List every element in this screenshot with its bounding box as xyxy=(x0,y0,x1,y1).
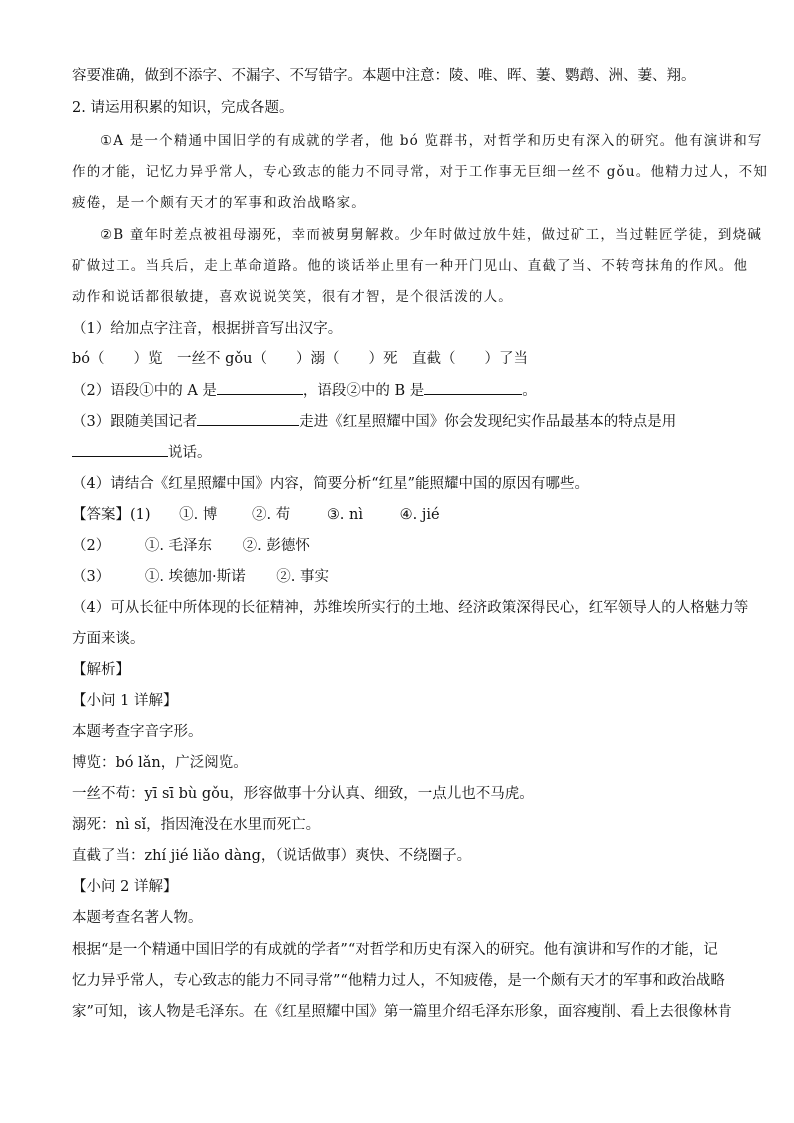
answer-blank-journalist[interactable] xyxy=(197,411,299,426)
answer-row-2 xyxy=(72,536,310,556)
answer-3-1: ①. 埃德加·斯诺 xyxy=(144,569,246,585)
answer-1-3: ③. nì xyxy=(326,507,364,523)
analysis-sub-1-heading: 【小问 1 详解】 xyxy=(72,693,178,709)
intro-line: 容要准确，做到不添字、不漏字、不写错字。本题中注意：陵、唯、晖、萋、鹦鹉、洲、萋、翔。 xyxy=(72,68,696,84)
answer-label: 【答案】(1) xyxy=(72,507,151,523)
sub-question-2 xyxy=(72,380,537,401)
question-heading: 2. 请运用积累的知识，完成各题。 xyxy=(72,100,294,116)
analysis-sub-2-line-2: 忆力异乎常人，专心致志的能力不同寻常”“他精力过人，不知疲倦，是一个颇有天才的军事和政治战略 xyxy=(72,973,725,989)
analysis-sub-2-heading: 【小问 2 详解】 xyxy=(72,879,178,895)
analysis-sub-1-line-3: 溺死：nì sǐ，指因淹没在水里而死亡。 xyxy=(72,817,321,833)
answer-3-label: （3） xyxy=(72,569,111,585)
analysis-sub-1-line-4: 直截了当：zhí jié liǎo dàng，（说话做事）爽快、不绕圈子。 xyxy=(72,848,472,864)
sub-question-3-part-b: 走进《红星照耀中国》你会发现纪实作品最基本的特点是用 xyxy=(299,414,677,430)
sub-question-4: （4）请结合《红星照耀中国》内容，简要分析“红星”能照耀中国的原因有哪些。 xyxy=(72,476,590,492)
sub-question-3 xyxy=(72,411,676,432)
answer-4-line-2: 方面来谈。 xyxy=(72,631,145,647)
analysis-sub-2-line-1: 根据“是一个精通中国旧学的有成就的学者”“对哲学和历史有深入的研究。他有演讲和写作的才能，记 xyxy=(72,942,718,958)
analysis-sub-1-line-2: 一丝不苟：yī sī bù gǒu，形容做事十分认真、细致，一点儿也不马虎。 xyxy=(72,786,534,802)
passage-2-line-1: ②B 童年时差点被祖母溺死，幸而被舅舅解救。少年时做过放牛娃，做过矿工，当过鞋匠学徒，到烧碱 xyxy=(100,227,763,243)
sub-question-2-part-b: ，语段②中的 B 是 xyxy=(302,383,425,399)
sub-question-1: （1）给加点字注音，根据拼音写出汉字。 xyxy=(72,321,343,337)
passage-1-line-1: ①A 是一个精通中国旧学的有成就的学者，他 bó 览群书，对哲学和历史有深入的研究。他有演讲和写 xyxy=(100,133,763,149)
sub-question-3-cont xyxy=(72,442,212,463)
analysis-heading: 【解析】 xyxy=(72,662,130,678)
answer-1-4: ④. jié xyxy=(399,507,440,523)
answer-1-2: ②. 苟 xyxy=(251,507,291,523)
sub-question-2-part-c: 。 xyxy=(522,383,537,399)
analysis-sub-2-intro: 本题考查名著人物。 xyxy=(72,910,203,926)
answer-2-1: ①. 毛泽东 xyxy=(144,538,213,554)
answer-2-label: （2） xyxy=(72,538,111,554)
sub-question-3-part-c: 说话。 xyxy=(168,445,212,461)
analysis-sub-1-line-1: 博览：bó lǎn，广泛阅览。 xyxy=(72,755,248,771)
sub-question-2-part-a: （2）语段①中的 A 是 xyxy=(72,383,217,399)
answer-3-2: ②. 事实 xyxy=(276,569,329,585)
answer-blank-feature[interactable] xyxy=(72,442,168,457)
answer-blank-b[interactable] xyxy=(424,380,522,395)
answer-4-line-1: （4）可从长征中所体现的长征精神，苏维埃所实行的土地、经济政策深得民心，红军领导人的人格魅力等 xyxy=(72,600,749,616)
passage-2-line-2: 矿做过工。当兵后，走上革命道路。他的谈话举止里有一种开门见山、直截了当、不转弯抹角的作风。他 xyxy=(72,258,749,274)
answer-1-1: ①. 博 xyxy=(179,507,218,523)
passage-1-line-3: 疲倦，是一个颇有天才的军事和政治战略家。 xyxy=(72,195,366,211)
answer-2-2: ②. 彭德怀 xyxy=(242,538,310,554)
passage-1-line-2: 作的才能，记忆力异乎常人，专心致志的能力不同寻常，对于工作事无巨细一丝不 gǒu。他精力过人，不知 xyxy=(72,164,769,180)
answer-blank-a[interactable] xyxy=(217,380,303,395)
analysis-sub-2-line-3: 家”可知，该人物是毛泽东。在《红星照耀中国》第一篇里介绍毛泽东形象，面容瘦削、看上去很像林肯 xyxy=(72,1004,732,1020)
sub-question-1-items: bó（ ）览 一丝不 gǒu（ ）溺（ ）死 直截（ ）了当 xyxy=(72,351,528,367)
answer-row-3 xyxy=(72,567,329,587)
sub-question-3-part-a: （3）跟随美国记者 xyxy=(72,414,198,430)
analysis-sub-1-intro: 本题考查字音字形。 xyxy=(72,724,203,740)
answer-row-1 xyxy=(72,505,440,525)
passage-2-line-3: 动作和说话都很敏捷，喜欢说说笑笑，很有才智，是个很活泼的人。 xyxy=(72,289,513,305)
